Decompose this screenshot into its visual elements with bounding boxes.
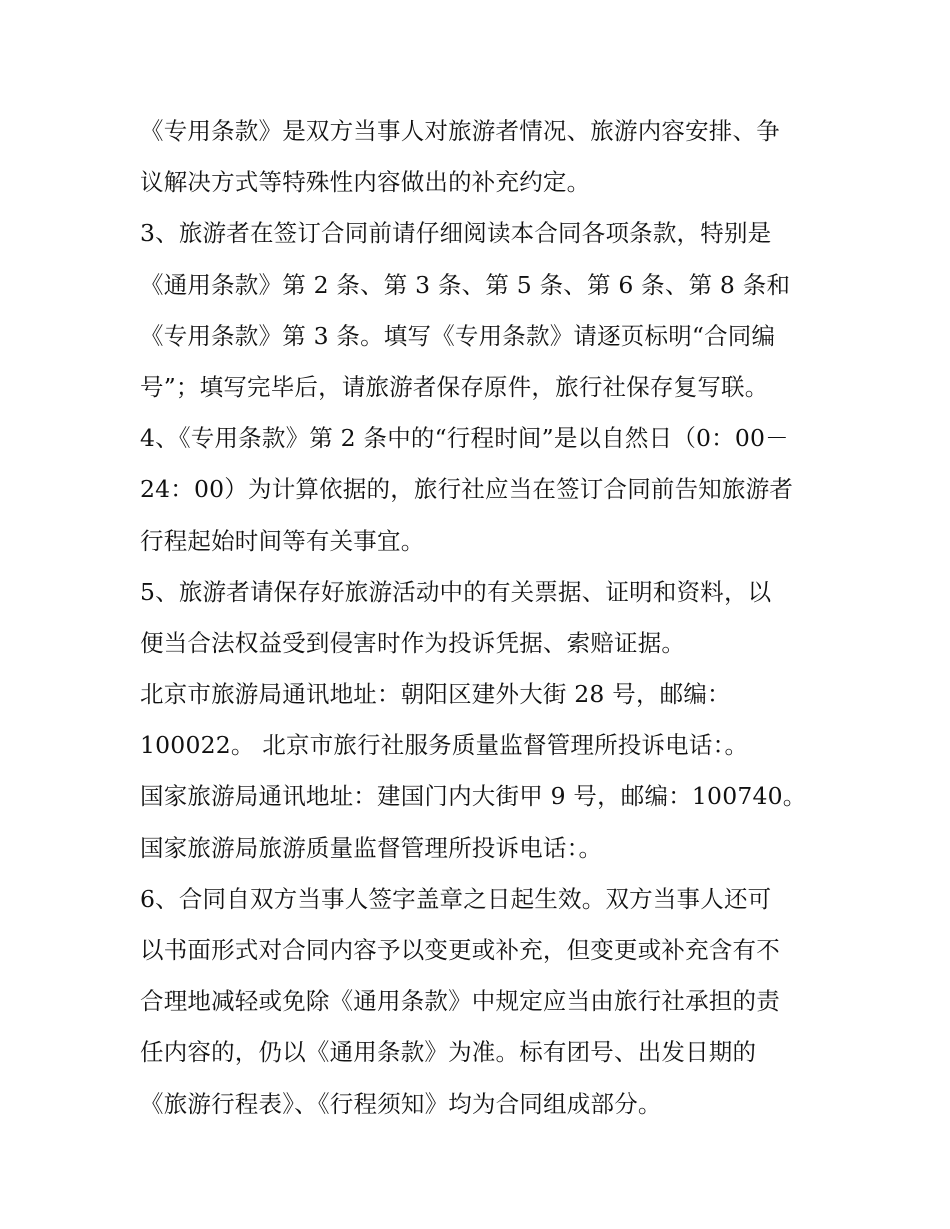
text-line: 便当合法权益受到侵害时作为投诉凭据、索赔证据。 [140, 628, 686, 657]
text-line: 《通用条款》第 2 条、第 3 条、第 5 条、第 6 条、第 8 条和 [140, 270, 791, 299]
text-line: 100022。 北京市旅行社服务质量监督管理所投诉电话：。 [140, 731, 749, 760]
text-line: 24：00）为计算依据的，旅行社应当在签订合同前告知旅游者 [140, 475, 794, 504]
text-line: 3、旅游者在签订合同前请仔细阅读本合同各项条款，特别是 [140, 219, 772, 248]
text-line: 5、旅游者请保存好旅游活动中的有关票据、证明和资料，以 [140, 577, 772, 606]
text-line: 国家旅游局旅游质量监督管理所投诉电话：。 [140, 833, 603, 862]
text-line: 任内容的，仍以《通用条款》为准。标有团号、出发日期的 [140, 1038, 757, 1067]
text-line: 号”；填写完毕后，请旅游者保存原件，旅行社保存复写联。 [140, 372, 769, 401]
text-line: 《旅游行程表》、《行程须知》均为合同组成部分。 [140, 1089, 662, 1118]
text-line: 《专用条款》是双方当事人对旅游者情况、旅游内容安排、争 [140, 117, 780, 145]
text-line: 6、合同自双方当事人签字盖章之日起生效。双方当事人还可 [140, 884, 772, 913]
text-line: 北京市旅游局通讯地址：朝阳区建外大街 28 号，邮编： [140, 680, 731, 709]
text-line: 《专用条款》第 3 条。填写《专用条款》请逐页标明“合同编 [140, 321, 776, 350]
text-line: 议解决方式等特殊性内容做出的补充约定。 [140, 168, 591, 197]
text-line: 合理地减轻或免除《通用条款》中规定应当由旅行社承担的责 [140, 987, 780, 1016]
text-line: 以书面形式对合同内容予以变更或补充，但变更或补充含有不 [140, 936, 780, 964]
document-body [140, 106, 840, 1130]
text-line: 行程起始时间等有关事宜。 [140, 526, 425, 555]
text-line: 国家旅游局通讯地址：建国门内大街甲 9 号，邮编：100740。 [140, 782, 807, 811]
text-line: 4、《专用条款》第 2 条中的“行程时间”是以自然日（0：00－ [140, 424, 789, 453]
